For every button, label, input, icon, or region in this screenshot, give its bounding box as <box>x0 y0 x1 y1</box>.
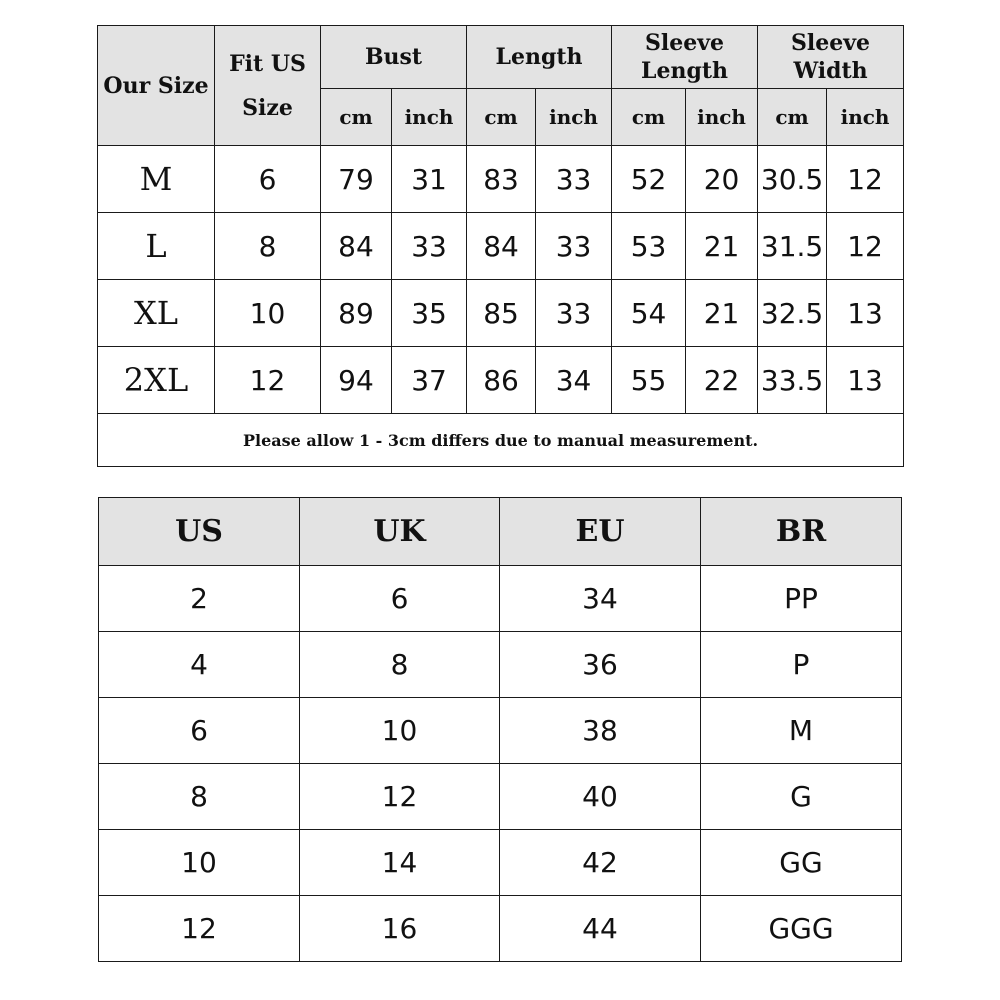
us-header: US <box>99 498 300 566</box>
sleeve-length-inch-cell: 22 <box>686 347 758 414</box>
us-cell: 8 <box>99 764 300 830</box>
size-row-m <box>98 146 904 213</box>
length-cm-cell: 84 <box>467 213 536 280</box>
bust-cm-header: cm <box>321 89 392 146</box>
bust-inch-header: inch <box>392 89 467 146</box>
sleeve-length-inch-cell: 20 <box>686 146 758 213</box>
measurement-note: Please allow 1 - 3cm differs due to manual measurement. <box>98 414 904 467</box>
conversion-row <box>99 698 902 764</box>
sleeve-width-cm-cell: 33.5 <box>758 347 827 414</box>
size-row-2xl <box>98 347 904 414</box>
size-conversion-table <box>98 497 902 962</box>
sleeve-length-inch-header: inch <box>686 89 758 146</box>
length-inch-cell: 33 <box>536 280 612 347</box>
bust-cm-cell: 89 <box>321 280 392 347</box>
us-cell: 12 <box>99 896 300 962</box>
br-cell: M <box>701 698 902 764</box>
bust-inch-cell: 37 <box>392 347 467 414</box>
sleeve-length-cm-cell: 54 <box>612 280 686 347</box>
sleeve-length-cm-header: cm <box>612 89 686 146</box>
eu-cell: 40 <box>500 764 701 830</box>
size-header-row-1 <box>98 26 904 89</box>
sleeve-width-inch-cell: 13 <box>827 280 904 347</box>
bust-cm-cell: 94 <box>321 347 392 414</box>
sleeve-length-inch-cell: 21 <box>686 213 758 280</box>
us-size-cell: 6 <box>215 146 321 213</box>
sleeve-length-inch-cell: 21 <box>686 280 758 347</box>
uk-cell: 6 <box>300 566 500 632</box>
size-cell: XL <box>98 280 215 347</box>
us-cell: 4 <box>99 632 300 698</box>
us-size-cell: 10 <box>215 280 321 347</box>
eu-cell: 36 <box>500 632 701 698</box>
bust-inch-cell: 35 <box>392 280 467 347</box>
br-header: BR <box>701 498 902 566</box>
sleeve-length-header: Sleeve Length <box>612 26 758 89</box>
br-cell: G <box>701 764 902 830</box>
br-cell: P <box>701 632 902 698</box>
sleeve-width-inch-header: inch <box>827 89 904 146</box>
uk-cell: 16 <box>300 896 500 962</box>
eu-header: EU <box>500 498 701 566</box>
conversion-header-row <box>99 498 902 566</box>
sleeve-width-inch-cell: 13 <box>827 347 904 414</box>
us-size-cell: 12 <box>215 347 321 414</box>
size-note-row <box>98 414 904 467</box>
br-cell: PP <box>701 566 902 632</box>
eu-cell: 34 <box>500 566 701 632</box>
sleeve-length-cm-cell: 55 <box>612 347 686 414</box>
eu-cell: 38 <box>500 698 701 764</box>
sleeve-length-cm-cell: 52 <box>612 146 686 213</box>
sleeve-width-cm-cell: 31.5 <box>758 213 827 280</box>
size-cell: M <box>98 146 215 213</box>
bust-cm-cell: 79 <box>321 146 392 213</box>
length-inch-cell: 34 <box>536 347 612 414</box>
eu-cell: 44 <box>500 896 701 962</box>
length-cm-header: cm <box>467 89 536 146</box>
uk-cell: 10 <box>300 698 500 764</box>
eu-cell: 42 <box>500 830 701 896</box>
length-header: Length <box>467 26 612 89</box>
size-chart-table <box>97 25 904 467</box>
conversion-row <box>99 566 902 632</box>
sleeve-width-cm-cell: 30.5 <box>758 146 827 213</box>
conversion-row <box>99 764 902 830</box>
sleeve-width-header: Sleeve Width <box>758 26 904 89</box>
size-row-l <box>98 213 904 280</box>
uk-cell: 14 <box>300 830 500 896</box>
size-row-xl <box>98 280 904 347</box>
length-cm-cell: 86 <box>467 347 536 414</box>
size-cell: L <box>98 213 215 280</box>
bust-cm-cell: 84 <box>321 213 392 280</box>
us-size-cell: 8 <box>215 213 321 280</box>
uk-cell: 12 <box>300 764 500 830</box>
size-cell: 2XL <box>98 347 215 414</box>
sleeve-width-inch-cell: 12 <box>827 213 904 280</box>
br-cell: GG <box>701 830 902 896</box>
sleeve-width-cm-cell: 32.5 <box>758 280 827 347</box>
conversion-row <box>99 830 902 896</box>
length-inch-header: inch <box>536 89 612 146</box>
length-cm-cell: 85 <box>467 280 536 347</box>
length-cm-cell: 83 <box>467 146 536 213</box>
sleeve-length-cm-cell: 53 <box>612 213 686 280</box>
conversion-row <box>99 896 902 962</box>
us-cell: 10 <box>99 830 300 896</box>
bust-inch-cell: 33 <box>392 213 467 280</box>
us-cell: 2 <box>99 566 300 632</box>
conversion-row <box>99 632 902 698</box>
us-cell: 6 <box>99 698 300 764</box>
bust-inch-cell: 31 <box>392 146 467 213</box>
uk-cell: 8 <box>300 632 500 698</box>
sleeve-width-inch-cell: 12 <box>827 146 904 213</box>
length-inch-cell: 33 <box>536 213 612 280</box>
length-inch-cell: 33 <box>536 146 612 213</box>
fit-us-size-header: Fit US Size <box>215 26 321 146</box>
our-size-header: Our Size <box>98 26 215 146</box>
bust-header: Bust <box>321 26 467 89</box>
uk-header: UK <box>300 498 500 566</box>
sleeve-width-cm-header: cm <box>758 89 827 146</box>
br-cell: GGG <box>701 896 902 962</box>
